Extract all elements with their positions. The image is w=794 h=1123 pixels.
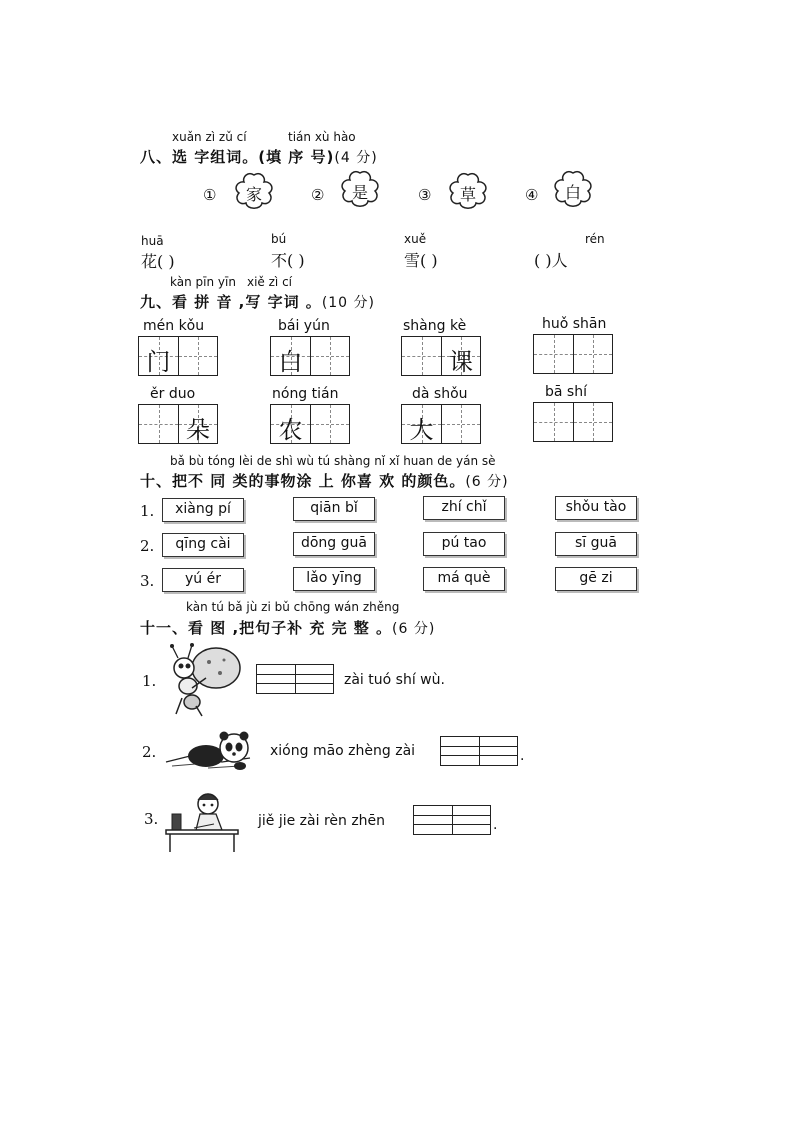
s9-title (140, 291, 375, 312)
pinyin-tag[interactable]: zhí chǐ (423, 496, 505, 520)
grid-char: 白 (278, 348, 303, 376)
pinyin-tag[interactable]: qīng cài (162, 533, 244, 557)
item-number-3: 3. (144, 810, 159, 828)
option-char: 白 (564, 183, 581, 202)
grid-char: 课 (449, 348, 473, 376)
sentence-end-3: . (493, 817, 498, 833)
word-pinyin: ěr duo (150, 386, 196, 402)
writing-grid[interactable] (401, 336, 481, 376)
blank-pinyin-4: rén (585, 232, 605, 246)
flower-option-2 (338, 170, 382, 210)
option-char: 家 (245, 185, 262, 204)
grid-char: 朵 (186, 416, 210, 444)
answer-box-3[interactable] (413, 805, 491, 835)
s8-title (140, 146, 378, 167)
pinyin-tag[interactable]: má què (423, 567, 505, 591)
answer-box-2[interactable] (440, 736, 518, 766)
writing-grid[interactable] (138, 404, 218, 444)
blank-pinyin-3: xuě (404, 232, 427, 246)
word-pinyin: dà shǒu (412, 386, 468, 402)
blank-1[interactable]: 花( ) (141, 252, 175, 271)
word-pinyin: nóng tián (272, 386, 339, 402)
s8-title-pinyin-2: tián xù hào (288, 130, 356, 144)
grid-char: 门 (146, 348, 171, 376)
ant-carrying-food-icon (162, 640, 244, 718)
grid-char: 农 (278, 416, 303, 444)
row-number-1: 1. (140, 502, 155, 520)
flower-option-1 (232, 172, 276, 212)
flower-option-3 (446, 172, 490, 212)
girl-studying-icon (164, 786, 244, 854)
grid-char: 大 (409, 416, 434, 444)
pinyin-tag[interactable]: gē zi (555, 567, 637, 591)
answer-box-1[interactable] (256, 664, 334, 694)
s8-score: (4 分) (334, 150, 378, 166)
s9-title-pinyin-2: xiě zì cí (247, 275, 293, 289)
blank-2[interactable]: 不( ) (271, 251, 305, 270)
writing-grid[interactable] (270, 336, 350, 376)
panda-icon (160, 728, 260, 776)
writing-grid[interactable] (533, 334, 613, 374)
s11-title (140, 617, 435, 638)
word-pinyin: bā shí (545, 384, 587, 400)
pinyin-tag[interactable]: qiān bǐ (293, 497, 375, 521)
blank-pinyin-1: huā (141, 234, 164, 248)
s10-title-text: 十、把不 同 类的事物涂 上 你喜 欢 的颜色。 (140, 472, 466, 490)
writing-grid[interactable] (533, 402, 613, 442)
sentence-text-1: zài tuó shí wù. (344, 672, 445, 688)
word-pinyin: mén kǒu (143, 318, 205, 334)
sentence-end-2: . (520, 748, 525, 764)
s9-score: (10 分) (321, 295, 376, 311)
s8-title-pinyin-1: xuǎn zì zǔ cí (172, 130, 247, 144)
flower-option-4 (551, 170, 595, 210)
word-pinyin: huǒ shān (542, 316, 607, 332)
blank-pinyin-2: bú (271, 232, 287, 246)
writing-grid[interactable] (270, 404, 350, 444)
item-number-1: 1. (142, 672, 157, 690)
pinyin-tag[interactable]: xiàng pí (162, 498, 244, 522)
pinyin-tag[interactable]: lǎo yīng (293, 567, 375, 591)
pinyin-tag[interactable]: sī guā (555, 532, 637, 556)
option-number-1: ① (203, 186, 217, 204)
s10-title-pinyin: bǎ bù tóng lèi de shì wù tú shàng nǐ xǐ huan de yán sè (170, 454, 496, 468)
s9-title-text: 九、看 拼 音 ,写 字词 。 (140, 293, 322, 311)
pinyin-tag[interactable]: pú tao (423, 532, 505, 556)
s10-score: (6 分) (465, 474, 509, 490)
sentence-text-3: jiě jie zài rèn zhēn (258, 813, 386, 829)
option-number-2: ② (311, 186, 325, 204)
s11-title-pinyin: kàn tú bǎ jù zi bǔ chōng wán zhěng (186, 600, 400, 614)
word-pinyin: bái yún (278, 318, 330, 334)
writing-grid[interactable] (401, 404, 481, 444)
pinyin-tag[interactable]: dōng guā (293, 532, 375, 556)
row-number-2: 2. (140, 537, 155, 555)
s10-title (140, 470, 509, 491)
pinyin-tag[interactable]: yú ér (162, 568, 244, 592)
option-number-4: ④ (525, 186, 539, 204)
row-number-3: 3. (140, 572, 155, 590)
option-char: 是 (351, 183, 368, 202)
s8-title-text: 八、选 字组词。(填 序 号) (140, 148, 335, 166)
option-char: 草 (459, 185, 476, 204)
s9-title-pinyin-1: kàn pīn yīn (170, 275, 236, 289)
pinyin-tag[interactable]: shǒu tào (555, 496, 637, 520)
s11-title-text: 十一、看 图 ,把句子补 充 完 整 。 (140, 619, 393, 637)
item-number-2: 2. (142, 743, 157, 761)
option-number-3: ③ (418, 186, 432, 204)
writing-grid[interactable] (138, 336, 218, 376)
s11-score: (6 分) (392, 621, 436, 637)
sentence-text-2: xióng māo zhèng zài (270, 743, 416, 759)
blank-3[interactable]: 雪( ) (404, 251, 438, 270)
blank-4[interactable]: ( )人 (534, 251, 568, 270)
word-pinyin: shàng kè (403, 318, 467, 334)
